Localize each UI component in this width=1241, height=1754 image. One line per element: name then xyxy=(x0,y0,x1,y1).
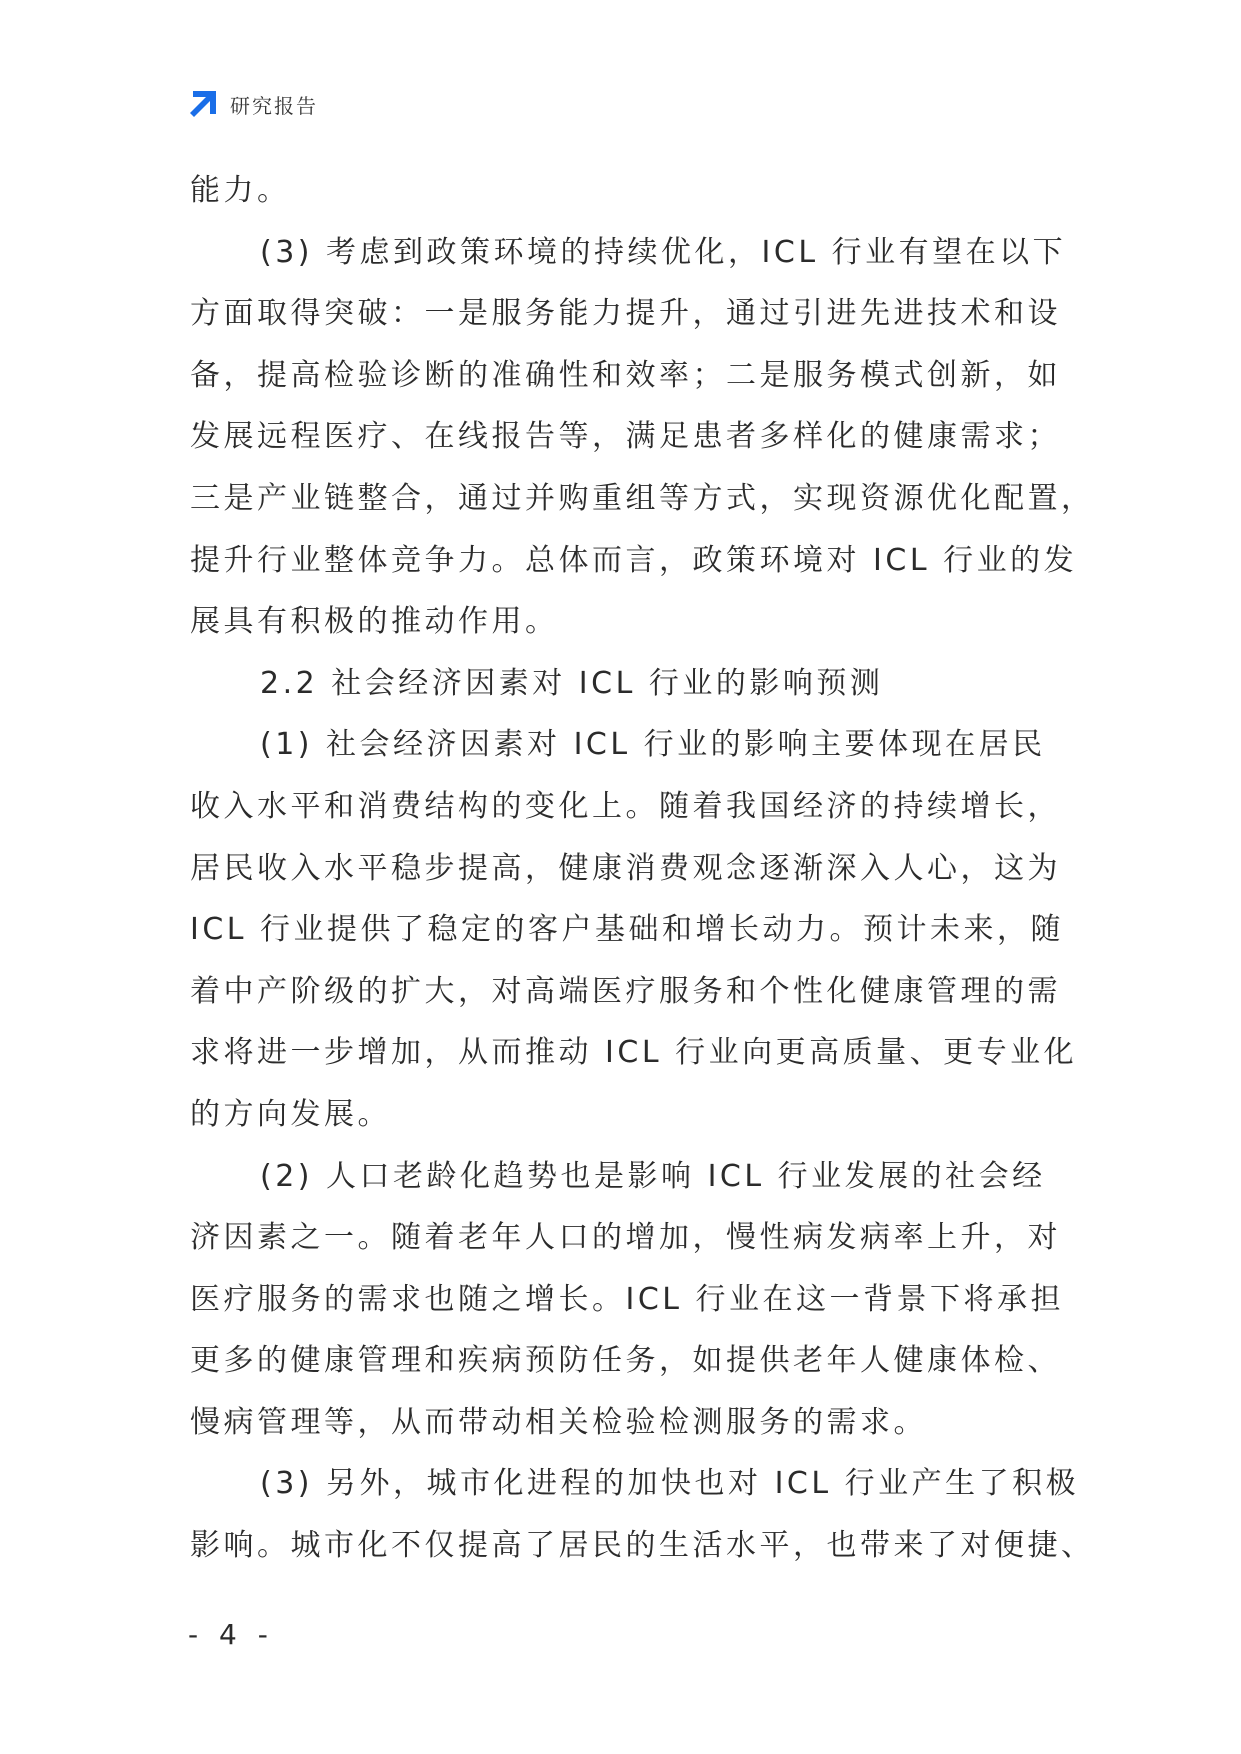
body-line: 济因素之一。随着老年人口的增加，慢性病发病率上升，对 xyxy=(190,1220,1061,1256)
body-line: 展具有积极的推动作用。 xyxy=(190,604,559,640)
paragraph-start: (3) 考虑到政策环境的持续优化，ICL 行业有望在以下 xyxy=(260,234,1067,270)
body-line: 备，提高检验诊断的准确性和效率；二是服务模式创新，如 xyxy=(190,357,1061,393)
body-line: 方面取得突破：一是服务能力提升，通过引进先进技术和设 xyxy=(190,296,1061,332)
body-line: 医疗服务的需求也随之增长。ICL 行业在这一背景下将承担 xyxy=(190,1281,1065,1317)
body-line: 求将进一步增加，从而推动 ICL 行业向更高质量、更专业化 xyxy=(190,1035,1078,1071)
report-header xyxy=(186,86,318,122)
header-title: 研究报告 xyxy=(230,93,318,118)
body-line: 收入水平和消费结构的变化上。随着我国经济的持续增长， xyxy=(190,788,1061,824)
paragraph-start: (2) 人口老龄化趋势也是影响 ICL 行业发展的社会经 xyxy=(260,1158,1046,1194)
body-line: 发展远程医疗、在线报告等，满足患者多样化的健康需求； xyxy=(190,419,1061,455)
body-line: 更多的健康管理和疾病预防任务，如提供老年人健康体检、 xyxy=(190,1343,1061,1379)
body-line: 的方向发展。 xyxy=(190,1096,391,1132)
page-number: - 4 - xyxy=(188,1618,274,1651)
body-line: 着中产阶级的扩大，对高端医疗服务和个性化健康管理的需 xyxy=(190,973,1061,1009)
body-line: ICL 行业提供了稳定的客户基础和增长动力。预计未来，随 xyxy=(190,912,1065,948)
body-line: 居民收入水平稳步提高，健康消费观念逐渐深入人心，这为 xyxy=(190,850,1061,886)
section-heading: 2.2 社会经济因素对 ICL 行业的影响预测 xyxy=(260,665,884,701)
paragraph-start: (3) 另外，城市化进程的加快也对 ICL 行业产生了积极 xyxy=(260,1466,1080,1502)
body-line: 慢病管理等，从而带动相关检验检测服务的需求。 xyxy=(190,1404,927,1440)
body-line: 提升行业整体竞争力。总体而言，政策环境对 ICL 行业的发 xyxy=(190,542,1078,578)
body-line: 影响。城市化不仅提高了居民的生活水平，也带来了对便捷、 xyxy=(190,1528,1095,1564)
body-line: 能力。 xyxy=(190,173,291,208)
body-line: 三是产业链整合，通过并购重组等方式，实现资源优化配置， xyxy=(190,480,1095,516)
document-body xyxy=(190,160,1095,1577)
paragraph-start: (1) 社会经济因素对 ICL 行业的影响主要体现在居民 xyxy=(260,727,1046,763)
arrow-up-right-icon xyxy=(186,87,220,121)
